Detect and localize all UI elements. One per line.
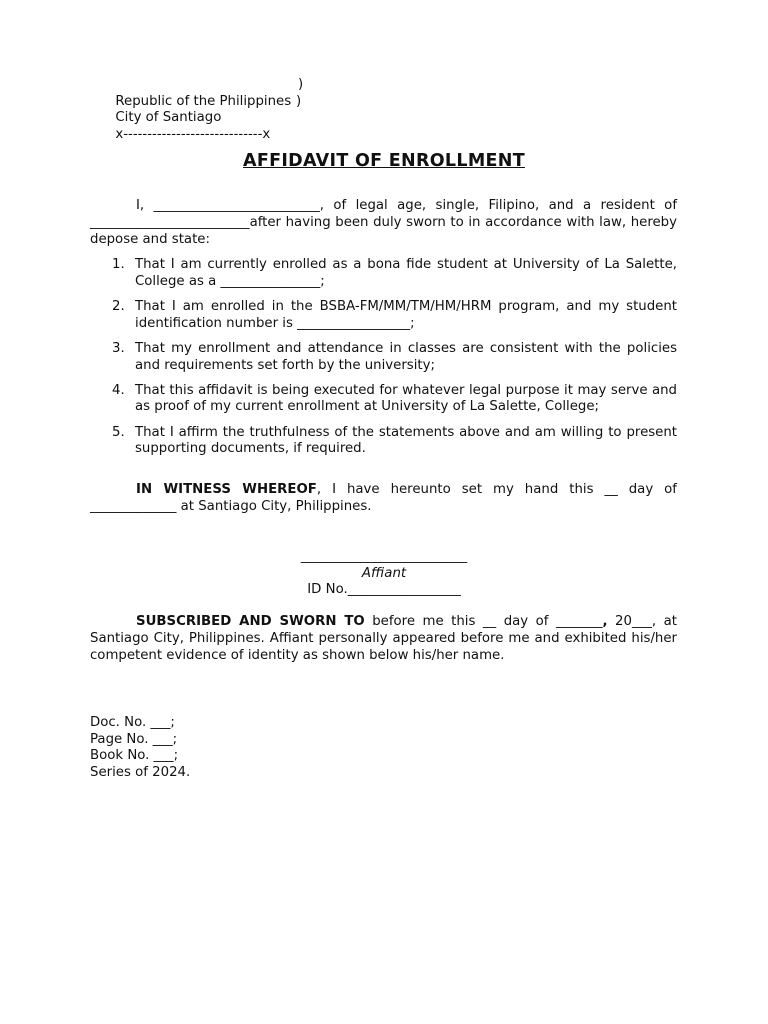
venue-city: City of Santiago bbox=[115, 110, 222, 125]
venue-republic: Republic of the Philippines bbox=[115, 93, 292, 109]
jurat-paragraph bbox=[90, 614, 677, 664]
page-number: Page No. ___; bbox=[90, 731, 178, 747]
venue-paren: ) bbox=[298, 77, 304, 92]
jurat-text-2: 20___, at Santiago City, Philippines. Affiant personally appeared before me and exhibited his/her competent evidence of identity as shown below his/her name. bbox=[90, 614, 678, 663]
venue-caption bbox=[90, 77, 304, 142]
list-item-text: That I am currently enrolled as a bona fide student at University of La Salette, College as a _______________; bbox=[135, 257, 677, 289]
statement-list bbox=[90, 257, 677, 466]
intro-paragraph bbox=[90, 198, 677, 248]
series-year: Series of 2024. bbox=[90, 765, 191, 781]
notarial-register bbox=[90, 715, 190, 782]
list-item bbox=[90, 341, 677, 375]
document-title: AFFIDAVIT OF ENROLLMENT bbox=[243, 151, 525, 171]
list-item-number: 1. bbox=[112, 257, 125, 272]
list-item-text: That I affirm the truthfulness of the statements above and am willing to present supporting documents, if required. bbox=[135, 424, 677, 457]
jurat-text-1: before me this __ day of _______ bbox=[364, 614, 603, 629]
book-number: Book No. ___; bbox=[90, 748, 179, 764]
list-item-number: 3. bbox=[112, 340, 125, 356]
id-number-field: ID No._________________ bbox=[307, 582, 461, 597]
list-item-number: 4. bbox=[112, 382, 125, 398]
doc-number: Doc. No. ___; bbox=[90, 715, 175, 730]
witness-text: , I have hereunto set my hand this __ day of _____________ at Santiago City, Philippines. bbox=[90, 482, 677, 514]
signature-block bbox=[0, 549, 768, 599]
venue-paren: ) bbox=[296, 93, 302, 109]
list-item bbox=[90, 425, 677, 459]
list-item-text: That my enrollment and attendance in classes are consistent with the policies and requirements set forth by the university; bbox=[135, 340, 677, 373]
witness-heading: IN WITNESS WHEREOF bbox=[136, 482, 317, 497]
intro-text: I, _________________________, of legal age, single, Filipino, and a resident of ________________________after having been duly sworn to in accordance with law, hereby depose and state: bbox=[90, 198, 677, 247]
signature-line: _________________________ bbox=[300, 549, 468, 564]
list-item-text: That I am enrolled in the BSBA-FM/MM/TM/HM/HRM program, and my student identification number is _________________; bbox=[135, 298, 677, 331]
list-item bbox=[90, 257, 677, 291]
jurat-comma: , bbox=[602, 614, 608, 629]
list-item-number: 5. bbox=[112, 424, 125, 440]
affiant-label: Affiant bbox=[361, 565, 407, 581]
venue-separator: x-----------------------------x bbox=[115, 126, 271, 142]
jurat-heading: SUBSCRIBED AND SWORN TO bbox=[136, 614, 365, 629]
witness-paragraph bbox=[90, 482, 677, 516]
list-item-text: That this affidavit is being executed for whatever legal purpose it may serve and as proof of my current enrollment at University of La Salette, College; bbox=[135, 382, 677, 415]
list-item bbox=[90, 383, 677, 417]
list-item-number: 2. bbox=[112, 298, 125, 314]
list-item bbox=[90, 299, 677, 333]
